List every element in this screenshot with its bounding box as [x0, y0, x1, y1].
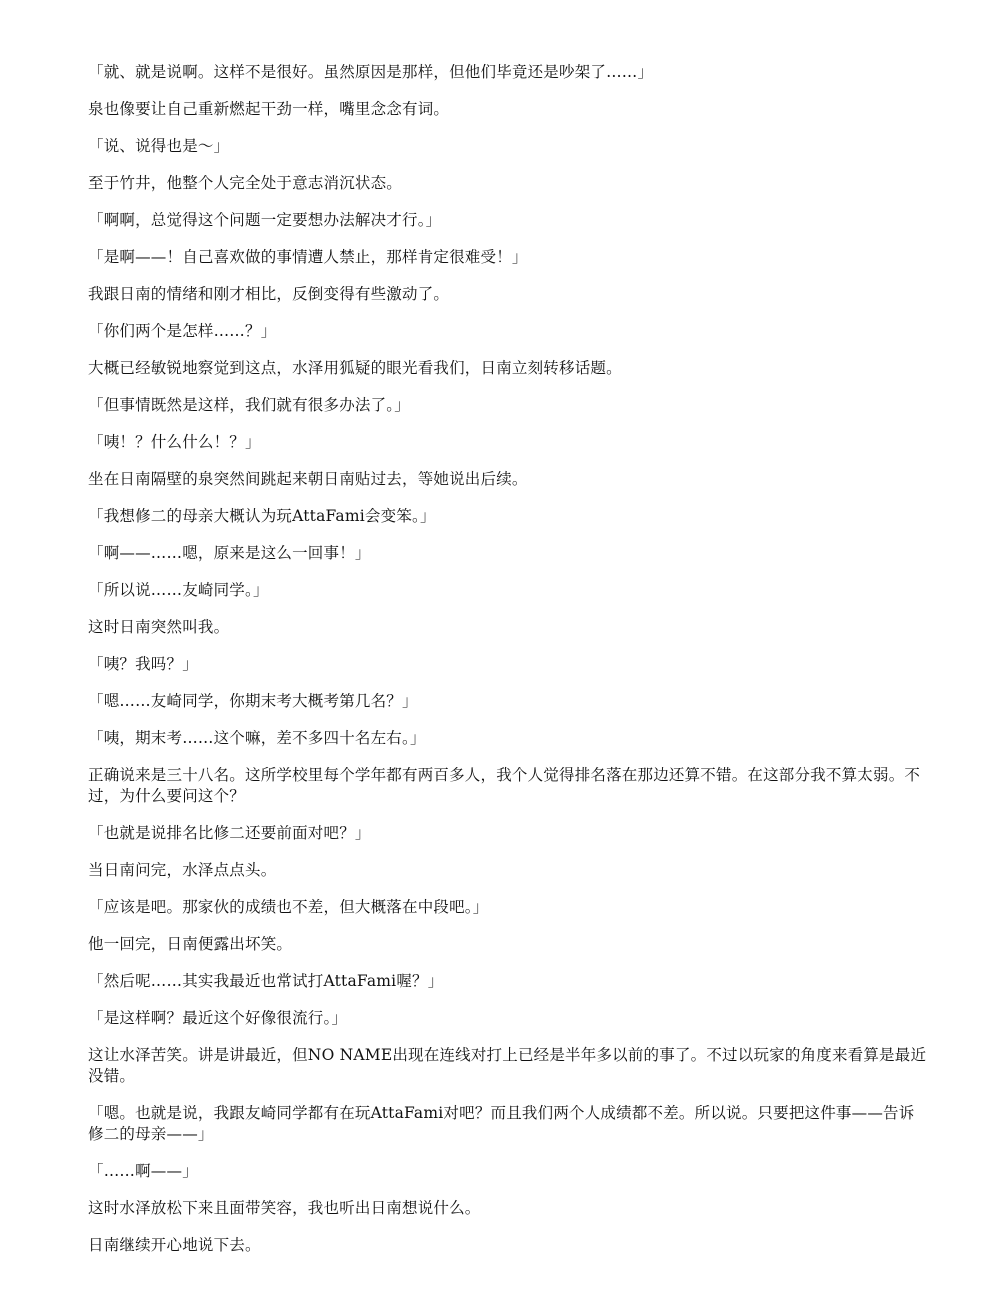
- paragraph-17: 「咦？我吗？」: [88, 655, 198, 673]
- paragraph-13: 「我想修二的母亲大概认为玩AttaFami会变笨。」: [88, 507, 436, 525]
- paragraph-4: 至于竹井，他整个人完全处于意志消沉状态。: [88, 174, 403, 192]
- paragraph-27: 这让水泽苦笑。讲是讲最近，但NO NAME出现在连线对打上已经是半年多以前的事了。不过以玩家的角度来看算是最近没错。: [88, 1046, 927, 1085]
- paragraph-11: 「咦！？什么什么！？」: [88, 433, 261, 451]
- paragraph-21: 「也就是说排名比修二还要前面对吧？」: [88, 824, 371, 842]
- paragraph-30: 这时水泽放松下来且面带笑容，我也听出日南想说什么。: [88, 1199, 481, 1217]
- paragraph-15: 「所以说……友崎同学。」: [88, 581, 269, 599]
- paragraph-3: 「说、说得也是～」: [88, 137, 230, 155]
- paragraph-5: 「啊啊，总觉得这个问题一定要想办法解决才行。」: [88, 211, 442, 229]
- paragraph-28: 「嗯。也就是说，我跟友崎同学都有在玩AttaFami对吧？而且我们两个人成绩都不差。所以说。只要把这件事——告诉修二的母亲——」: [88, 1104, 915, 1143]
- paragraph-16: 这时日南突然叫我。: [88, 618, 230, 636]
- paragraph-1: 「就、就是说啊。这样不是很好。虽然原因是那样，但他们毕竟还是吵架了……」: [88, 63, 654, 81]
- paragraph-20: 正确说来是三十八名。这所学校里每个学年都有两百多人，我个人觉得排名落在那边还算不错。在这部分我不算太弱。不过，为什么要问这个？: [88, 766, 921, 805]
- paragraph-7: 我跟日南的情绪和刚才相比，反倒变得有些激动了。: [88, 285, 450, 303]
- paragraph-8: 「你们两个是怎样……？」: [88, 322, 277, 340]
- paragraph-19: 「咦，期末考……这个嘛，差不多四十名左右。」: [88, 729, 426, 747]
- paragraph-26: 「是这样啊？最近这个好像很流行。」: [88, 1009, 348, 1027]
- paragraph-10: 「但事情既然是这样，我们就有很多办法了。」: [88, 396, 410, 414]
- paragraph-6: 「是啊——！自己喜欢做的事情遭人禁止，那样肯定很难受！」: [88, 248, 528, 266]
- paragraph-12: 坐在日南隔壁的泉突然间跳起来朝日南贴过去，等她说出后续。: [88, 470, 528, 488]
- paragraph-18: 「嗯……友崎同学，你期末考大概考第几名？」: [88, 692, 418, 710]
- paragraph-24: 他一回完，日南便露出坏笑。: [88, 935, 293, 953]
- paragraph-9: 大概已经敏锐地察觉到这点，水泽用狐疑的眼光看我们，日南立刻转移话题。: [88, 359, 622, 377]
- paragraph-22: 当日南问完，水泽点点头。: [88, 861, 277, 879]
- paragraph-25: 「然后呢……其实我最近也常试打AttaFami喔？」: [88, 972, 444, 990]
- paragraph-23: 「应该是吧。那家伙的成绩也不差，但大概落在中段吧。」: [88, 898, 489, 916]
- paragraph-2: 泉也像要让自己重新燃起干劲一样，嘴里念念有词。: [88, 100, 450, 118]
- paragraph-31: 日南继续开心地说下去。: [88, 1236, 261, 1254]
- paragraph-14: 「啊——……嗯，原来是这么一回事！」: [88, 544, 371, 562]
- paragraph-29: 「……啊——」: [88, 1162, 198, 1180]
